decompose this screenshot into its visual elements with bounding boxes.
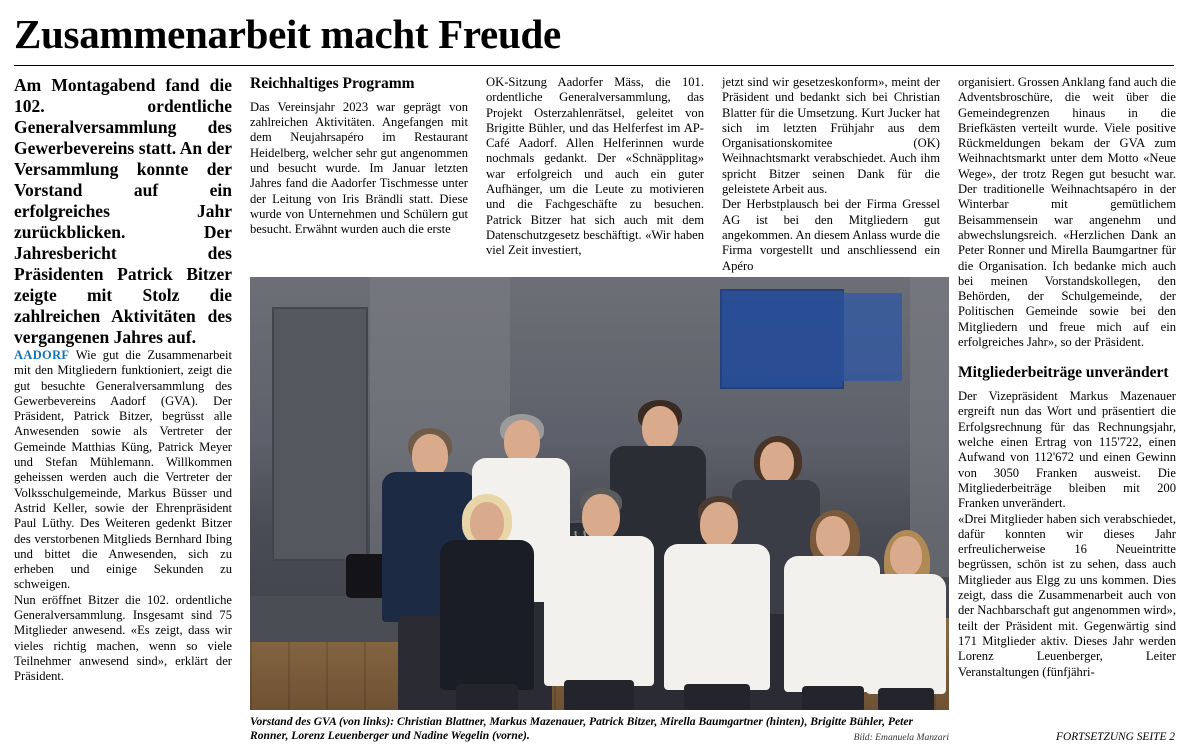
header-divider bbox=[14, 65, 1174, 66]
person-front-5 bbox=[860, 410, 949, 710]
continuation-note: FORTSETZUNG SEITE 2 bbox=[1056, 731, 1175, 743]
column-3 bbox=[486, 75, 704, 259]
dateline: AADORF bbox=[14, 348, 70, 362]
person-front-3 bbox=[656, 410, 778, 710]
photo-credit: Bild: Emanuela Manzari bbox=[853, 731, 949, 743]
column-3-paragraph-1: OK-Sitzung Aadorfer Mäss, die 101. ordentliche Generalversammlung, das Projekt Osterzahlenrätsel, geleitet von Brigitte Bühler, und das Helferfest im AP-Café Aadorf. Allen Helferinnen wurde nochmals gedankt. Der «Schnäpplitag» war erfolgreich und auch ein guter Aufhänger, um die Leute zu motivieren und die Fachgeschäfte zu besuchen. Patrick Bitzer hat sich auch mit dem Datenschutzgesetz beschäftigt. «Wir haben viel Zeit investiert, bbox=[486, 75, 704, 258]
torso bbox=[866, 574, 946, 694]
column-5-paragraph-3: «Drei Mitglieder haben sich verabschiedet, dafür konnten wir dieses Jahr erfreulicherweise 16 Neueintritte begrüssen, schön ist zu sehen, dass auch Mitglieder aus Elgg zu uns kommen. Dies zeigt, dass die Zusammenarbeit auch von der Nachbarschaft gut angenommen wird», teilt der Präsident mit. Gegenwärtig sind 171 Mitglieder aktiv. Dieses Jahr werden Lorenz Leuenberger, Leiter Veranstaltungen (fünfjähri- bbox=[958, 511, 1176, 679]
head bbox=[582, 494, 620, 540]
column-1 bbox=[14, 75, 232, 685]
head bbox=[700, 502, 738, 548]
torso bbox=[440, 540, 534, 690]
column-5 bbox=[958, 75, 1176, 680]
person-front-2 bbox=[536, 410, 662, 710]
photo-caption bbox=[250, 715, 949, 744]
column-1-paragraph-1-text: Wie gut die Zusammenarbeit mit den Mitgliedern funktioniert, zeigt die gut besuchte Generalversammlung des Gewerbevereins Aadorf (GVA). Der Präsident, Patrick Bitzer, begrüsst alle Anwesenden sowie als Vertreter der Gemeinde Matthias Küng, Patrick Meyer und Stefan Mühlemann. Willkommen geheissen werden auch die Vertreter der Volksschulgemeinde, Markus Büsser und Astrid Keller, sowie der Ehrenpräsident Paul Lüthy. Des Weiteren gedenkt Bitzer des verstorbenen Mitglieds Bernhard Ibing und bittet die Anwesenden, sich zu erheben und einige Sekunden zu schweigen. bbox=[14, 348, 232, 592]
subhead-programm: Reichhaltiges Programm bbox=[250, 75, 415, 92]
legs bbox=[456, 684, 518, 710]
page-title: Zusammenarbeit macht Freude bbox=[14, 11, 561, 57]
column-2-paragraph-1: Das Vereinsjahr 2023 war geprägt von zahlreichen Aktivitäten. Angefangen mit dem Neujahrsapéro im Restaurant Heidelberg, welcher sehr gut angenommen und besucht wurde. Im Januar letzten Jahres fand die Aadorfer Tischmesse unter der Leitung von Iris Brändli statt. Diese wurde von Unternehmen und Schülern gut besucht. Erwähnt wurden auch die erste bbox=[250, 99, 468, 237]
column-5-paragraph-1: organisiert. Grossen Anklang fand auch die Adventsbroschüre, die weit über die Gemeindegrenzen hinaus in die Briefkästen verteilt wurde. Viele positive Rückmeldungen bekam der GVA zum Weihnachtsmarkt unter dem Motto «Neue Wege», der trotz Regen gut besucht war. Der traditionelle Weihnachtsapéro in der Winterbar mit gemütlichem Beisammensein war angenehm und abwechslungsreich. «Herzlichen Dank an Peter Ronner und Mirella Baumgartner für die Organisation. Ich bedanke mich auch bei meinen Vorstandskollegen, den Behörden, der Schulgemeinde, der Politischen Gemeinde sowie bei den Mitgliedern und freue mich auf ein erfolgreiches Jahr», so der Präsident. bbox=[958, 75, 1177, 350]
projection-screen bbox=[720, 289, 844, 389]
person-front-1 bbox=[426, 410, 546, 710]
column-4 bbox=[722, 75, 940, 274]
head bbox=[890, 536, 922, 576]
subhead-mitgliederbeitraege: Mitgliederbeiträge unverändert bbox=[958, 364, 1169, 382]
head bbox=[816, 516, 850, 558]
torso bbox=[664, 544, 770, 690]
column-1-paragraph-1 bbox=[14, 348, 232, 593]
door bbox=[272, 307, 368, 561]
projection-screen-secondary bbox=[842, 293, 902, 381]
column-1-paragraph-2: Nun eröffnet Bitzer die 102. ordentliche Generalversammlung. Insgesamt sind 75 Mitglieder anwesend. «Es zeigt, dass wir vieles richtig machen, wenn so viele Teilnehmer anwesend sind», erklärt der Präsident. bbox=[14, 592, 232, 684]
column-4-paragraph-2: Der Herbstplausch bei der Firma Gressel AG ist bei den Mitgliedern gut angekommen. An diesem Anlass wurde die Firma vorgestellt und anschliessend ein Apéro bbox=[722, 197, 940, 273]
column-4-paragraph-1: jetzt sind wir gesetzeskonform», meint der Präsident und bedankt sich bei Christian Blatter für die Umsetzung. Kurt Jucker hat sich im letzten Frühjahr aus dem Organisationskomitee (OK) Weihnachtsmarkt verabschiedet. Auch ihm spricht Bitzer seinen Dank für die geleistete Arbeit aus. bbox=[722, 75, 940, 197]
legs bbox=[564, 680, 634, 710]
legs bbox=[802, 686, 864, 710]
newspaper-page bbox=[0, 11, 1189, 753]
legs bbox=[878, 688, 934, 710]
board-group-photo bbox=[250, 277, 949, 710]
photo-caption-text: Vorstand des GVA (von links): Christian Blattner, Markus Mazenauer, Patrick Bitzer, Mirella Baumgartner (hinten), Brigitte Bühler, Peter Ronner, Lorenz Leuenberger und Nadine Wegelin (vorne). bbox=[250, 715, 914, 743]
column-5-paragraph-2: Der Vizepräsident Markus Mazenauer ergreift nun das Wort und präsentiert die Erfolgsrechnung für das Rechnungsjahr, welche einen Ertrag von 115'722, einen Aufwand von 112'672 und einen Gewinn von 3050 Franken ausweist. Die Mitgliederbeiträge bleiben mit 200 Franken unverändert. bbox=[958, 389, 1176, 511]
torso bbox=[544, 536, 654, 686]
legs bbox=[684, 684, 750, 710]
photo-block bbox=[250, 277, 949, 744]
article-lead: Am Montagabend fand die 102. ordentliche Generalversammlung des Gewerbevereins statt. An der Versammlung konnte der Vorstand auf ein erfolgreiches Jahr zurückblicken. Der Jahresbericht des Präsidenten Patrick Bitzer zeigte mit Stolz die zahlreichen Aktivitäten des vergangenen Jahres auf. bbox=[14, 75, 232, 347]
head bbox=[470, 502, 504, 544]
column-2 bbox=[250, 75, 468, 237]
